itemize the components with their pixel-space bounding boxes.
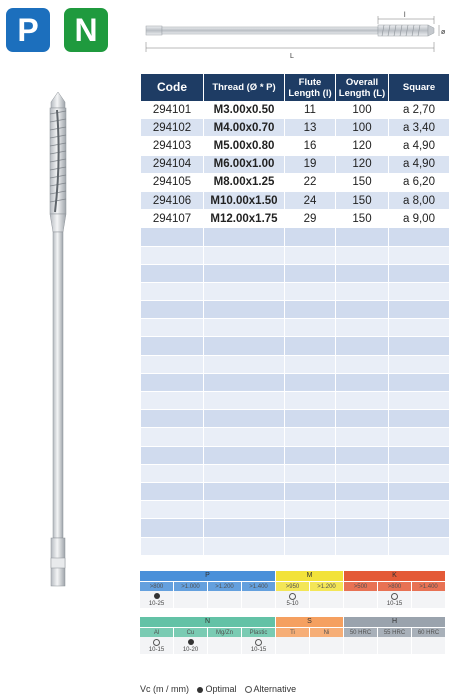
material-group-2: K	[344, 571, 446, 581]
empty-cell	[389, 319, 449, 337]
material-mark-cell	[412, 637, 446, 646]
material-vc-value	[310, 600, 344, 608]
empty-cell	[389, 428, 449, 446]
empty-cell	[389, 392, 449, 410]
empty-cell	[285, 283, 335, 301]
empty-table-row	[141, 228, 449, 246]
empty-cell	[204, 283, 284, 301]
empty-cell	[285, 374, 335, 392]
cell-code: 294104	[141, 156, 203, 174]
material-mark-cell	[310, 637, 344, 646]
material-vc-value	[344, 600, 378, 608]
material-mark-cell	[174, 637, 208, 646]
empty-cell	[204, 410, 284, 428]
tap-spec-table	[140, 74, 450, 556]
alternative-dot-icon	[255, 639, 262, 646]
empty-cell	[336, 374, 388, 392]
empty-cell	[141, 483, 203, 501]
legend-vc-label: Vc (m / mm)	[140, 684, 189, 694]
material-sub-label: Plastic	[242, 627, 276, 637]
empty-cell	[336, 410, 388, 428]
material-sub-label: Mg/Zn	[208, 627, 242, 637]
empty-cell	[285, 447, 335, 465]
empty-cell	[285, 337, 335, 355]
material-sub-label: 60 HRC	[412, 627, 446, 637]
table-row	[141, 156, 449, 174]
empty-cell	[336, 501, 388, 519]
alternative-dot-icon	[391, 593, 398, 600]
material-mark-cell	[344, 591, 378, 600]
empty-table-row	[141, 483, 449, 501]
empty-cell	[204, 301, 284, 319]
empty-cell	[285, 519, 335, 537]
material-sub-label: >1.200	[310, 581, 344, 591]
table-row	[141, 119, 449, 137]
empty-cell	[336, 228, 388, 246]
empty-table-row	[141, 337, 449, 355]
legend-alternative: Alternative	[245, 684, 297, 694]
cell-thread: M8.00x1.25	[204, 174, 284, 192]
empty-cell	[141, 337, 203, 355]
empty-cell	[141, 392, 203, 410]
empty-cell	[204, 319, 284, 337]
diameter-label: ø	[441, 29, 446, 36]
empty-cell	[141, 447, 203, 465]
empty-cell	[204, 356, 284, 374]
material-group-1: S	[276, 617, 344, 627]
empty-cell	[389, 265, 449, 283]
empty-cell	[389, 519, 449, 537]
cell-code: 294106	[141, 192, 203, 210]
cell-overall: 100	[336, 119, 388, 137]
empty-cell	[141, 301, 203, 319]
empty-cell	[389, 228, 449, 246]
table-row	[141, 210, 449, 228]
cell-code: 294101	[141, 101, 203, 119]
cell-overall: 120	[336, 156, 388, 174]
empty-cell	[389, 447, 449, 465]
table-row	[141, 101, 449, 119]
empty-cell	[389, 410, 449, 428]
empty-table-row	[141, 319, 449, 337]
cell-square: a 8,00	[389, 192, 449, 210]
empty-cell	[336, 538, 388, 556]
flute-length-label: l	[404, 12, 406, 19]
empty-cell	[141, 374, 203, 392]
header-square: Square	[389, 74, 449, 101]
empty-cell	[141, 228, 203, 246]
empty-cell	[204, 447, 284, 465]
cell-square: a 2,70	[389, 101, 449, 119]
empty-cell	[285, 410, 335, 428]
material-sub-label: 55 HRC	[378, 627, 412, 637]
material-vc-value	[412, 600, 446, 608]
filled-circle-icon	[197, 687, 203, 693]
material-vc-value: 10-15	[140, 646, 174, 654]
empty-cell	[204, 519, 284, 537]
empty-table-row	[141, 356, 449, 374]
empty-circle-icon	[245, 686, 252, 693]
empty-cell	[285, 428, 335, 446]
empty-cell	[141, 319, 203, 337]
material-sub-label: >800	[378, 581, 412, 591]
material-mark-cell	[208, 591, 242, 600]
empty-cell	[204, 337, 284, 355]
empty-cell	[389, 301, 449, 319]
material-mark-cell	[140, 591, 174, 600]
cell-overall: 120	[336, 137, 388, 155]
cell-flute: 24	[285, 192, 335, 210]
materials-chart-bottom	[140, 617, 446, 654]
cell-flute: 16	[285, 137, 335, 155]
empty-table-row	[141, 374, 449, 392]
empty-cell	[336, 356, 388, 374]
empty-cell	[204, 228, 284, 246]
material-p-badge: P	[6, 8, 50, 52]
material-mark-cell	[276, 591, 310, 600]
material-sub-label: >1.400	[242, 581, 276, 591]
empty-cell	[141, 519, 203, 537]
material-vc-value	[208, 600, 242, 608]
material-vc-value: 10-15	[242, 646, 276, 654]
material-vc-value: 10-25	[140, 600, 174, 608]
empty-cell	[389, 247, 449, 265]
empty-cell	[141, 428, 203, 446]
cell-square: a 4,90	[389, 156, 449, 174]
empty-cell	[389, 356, 449, 374]
cell-flute: 13	[285, 119, 335, 137]
optimal-dot-icon	[154, 593, 160, 599]
empty-table-row	[141, 465, 449, 483]
empty-table-row	[141, 410, 449, 428]
empty-cell	[336, 519, 388, 537]
empty-table-row	[141, 501, 449, 519]
empty-cell	[336, 247, 388, 265]
header-overall-length: Overall Length (L)	[336, 74, 388, 101]
empty-cell	[141, 283, 203, 301]
empty-cell	[141, 356, 203, 374]
cell-code: 294105	[141, 174, 203, 192]
material-sub-label: >500	[344, 581, 378, 591]
empty-cell	[141, 465, 203, 483]
cell-thread: M3.00x0.50	[204, 101, 284, 119]
empty-cell	[285, 465, 335, 483]
empty-cell	[336, 483, 388, 501]
empty-cell	[389, 483, 449, 501]
header-flute-length: Flute Length (l)	[285, 74, 335, 101]
empty-cell	[285, 356, 335, 374]
material-group-1: M	[276, 571, 344, 581]
material-n-badge: N	[64, 8, 108, 52]
cell-square: a 6,20	[389, 174, 449, 192]
legend	[140, 684, 448, 694]
empty-cell	[389, 374, 449, 392]
table-header-row	[141, 74, 449, 101]
empty-cell	[141, 410, 203, 428]
empty-table-row	[141, 447, 449, 465]
empty-cell	[285, 301, 335, 319]
empty-cell	[204, 501, 284, 519]
material-mark-cell	[208, 637, 242, 646]
empty-table-row	[141, 247, 449, 265]
header-code: Code	[141, 74, 203, 101]
empty-cell	[389, 337, 449, 355]
material-vc-value	[276, 646, 310, 654]
material-group-0: N	[140, 617, 276, 627]
material-sub-label: Ni	[310, 627, 344, 637]
empty-cell	[285, 392, 335, 410]
material-sub-label: Ti	[276, 627, 310, 637]
cell-square: a 4,90	[389, 137, 449, 155]
empty-cell	[389, 501, 449, 519]
table-row	[141, 137, 449, 155]
empty-cell	[336, 392, 388, 410]
table-row	[141, 174, 449, 192]
empty-table-row	[141, 519, 449, 537]
empty-cell	[204, 465, 284, 483]
empty-table-row	[141, 283, 449, 301]
overall-length-label: L	[290, 53, 294, 60]
material-mark-cell	[344, 637, 378, 646]
empty-cell	[285, 247, 335, 265]
material-sub-label: >950	[276, 581, 310, 591]
empty-cell	[204, 538, 284, 556]
material-sub-label: Al	[140, 627, 174, 637]
cell-overall: 100	[336, 101, 388, 119]
empty-cell	[141, 501, 203, 519]
cell-square: a 3,40	[389, 119, 449, 137]
empty-cell	[389, 538, 449, 556]
material-vc-value: 5-10	[276, 600, 310, 608]
empty-cell	[204, 374, 284, 392]
material-sub-label: >1.000	[174, 581, 208, 591]
material-vc-value	[242, 600, 276, 608]
material-vc-value	[344, 646, 378, 654]
cell-flute: 22	[285, 174, 335, 192]
empty-cell	[285, 501, 335, 519]
empty-cell	[204, 428, 284, 446]
empty-cell	[336, 283, 388, 301]
material-sub-label: >1.200	[208, 581, 242, 591]
cell-code: 294107	[141, 210, 203, 228]
empty-cell	[336, 301, 388, 319]
empty-cell	[336, 265, 388, 283]
empty-cell	[336, 337, 388, 355]
material-mark-cell	[378, 591, 412, 600]
material-vc-value	[378, 646, 412, 654]
tap-tool-image	[38, 92, 78, 592]
material-vc-value	[412, 646, 446, 654]
material-vc-value	[310, 646, 344, 654]
cell-thread: M6.00x1.00	[204, 156, 284, 174]
empty-cell	[204, 247, 284, 265]
empty-cell	[204, 483, 284, 501]
empty-cell	[285, 483, 335, 501]
material-vc-value: 10-20	[174, 646, 208, 654]
cell-thread: M12.00x1.75	[204, 210, 284, 228]
empty-cell	[336, 319, 388, 337]
material-mark-cell	[140, 637, 174, 646]
empty-table-row	[141, 392, 449, 410]
cell-flute: 11	[285, 101, 335, 119]
cell-square: a 9,00	[389, 210, 449, 228]
cell-overall: 150	[336, 210, 388, 228]
cell-thread: M4.00x0.70	[204, 119, 284, 137]
cell-code: 294103	[141, 137, 203, 155]
empty-cell	[285, 319, 335, 337]
material-vc-value	[174, 600, 208, 608]
empty-table-row	[141, 538, 449, 556]
cell-code: 294102	[141, 119, 203, 137]
table-body	[141, 101, 449, 556]
alternative-dot-icon	[289, 593, 296, 600]
material-mark-cell	[378, 637, 412, 646]
material-sub-label: Cu	[174, 627, 208, 637]
empty-cell	[204, 265, 284, 283]
header-thread: Thread (Ø * P)	[204, 74, 284, 101]
empty-cell	[285, 265, 335, 283]
material-vc-value: 10-15	[378, 600, 412, 608]
empty-cell	[389, 283, 449, 301]
material-mark-cell	[310, 591, 344, 600]
cell-flute: 29	[285, 210, 335, 228]
optimal-dot-icon	[188, 639, 194, 645]
cell-thread: M5.00x0.80	[204, 137, 284, 155]
empty-cell	[336, 465, 388, 483]
material-sub-label: 50 HRC	[344, 627, 378, 637]
material-group-2: H	[344, 617, 446, 627]
cell-thread: M10.00x1.50	[204, 192, 284, 210]
material-mark-cell	[242, 637, 276, 646]
empty-table-row	[141, 428, 449, 446]
material-mark-cell	[174, 591, 208, 600]
material-vc-value	[208, 646, 242, 654]
cell-overall: 150	[336, 192, 388, 210]
cell-flute: 19	[285, 156, 335, 174]
empty-cell	[336, 428, 388, 446]
tap-dimension-diagram	[142, 8, 448, 60]
materials-chart-top	[140, 571, 446, 608]
cell-overall: 150	[336, 174, 388, 192]
empty-cell	[285, 228, 335, 246]
material-sub-label: >800	[140, 581, 174, 591]
legend-optimal: Optimal	[197, 684, 237, 694]
empty-table-row	[141, 301, 449, 319]
empty-cell	[141, 247, 203, 265]
material-sub-label: >1.400	[412, 581, 446, 591]
empty-cell	[204, 392, 284, 410]
empty-cell	[336, 447, 388, 465]
alternative-dot-icon	[153, 639, 160, 646]
empty-cell	[389, 465, 449, 483]
material-group-0: P	[140, 571, 276, 581]
material-mark-cell	[412, 591, 446, 600]
empty-cell	[141, 538, 203, 556]
empty-table-row	[141, 265, 449, 283]
empty-cell	[141, 265, 203, 283]
table-row	[141, 192, 449, 210]
material-mark-cell	[242, 591, 276, 600]
material-mark-cell	[276, 637, 310, 646]
empty-cell	[285, 538, 335, 556]
